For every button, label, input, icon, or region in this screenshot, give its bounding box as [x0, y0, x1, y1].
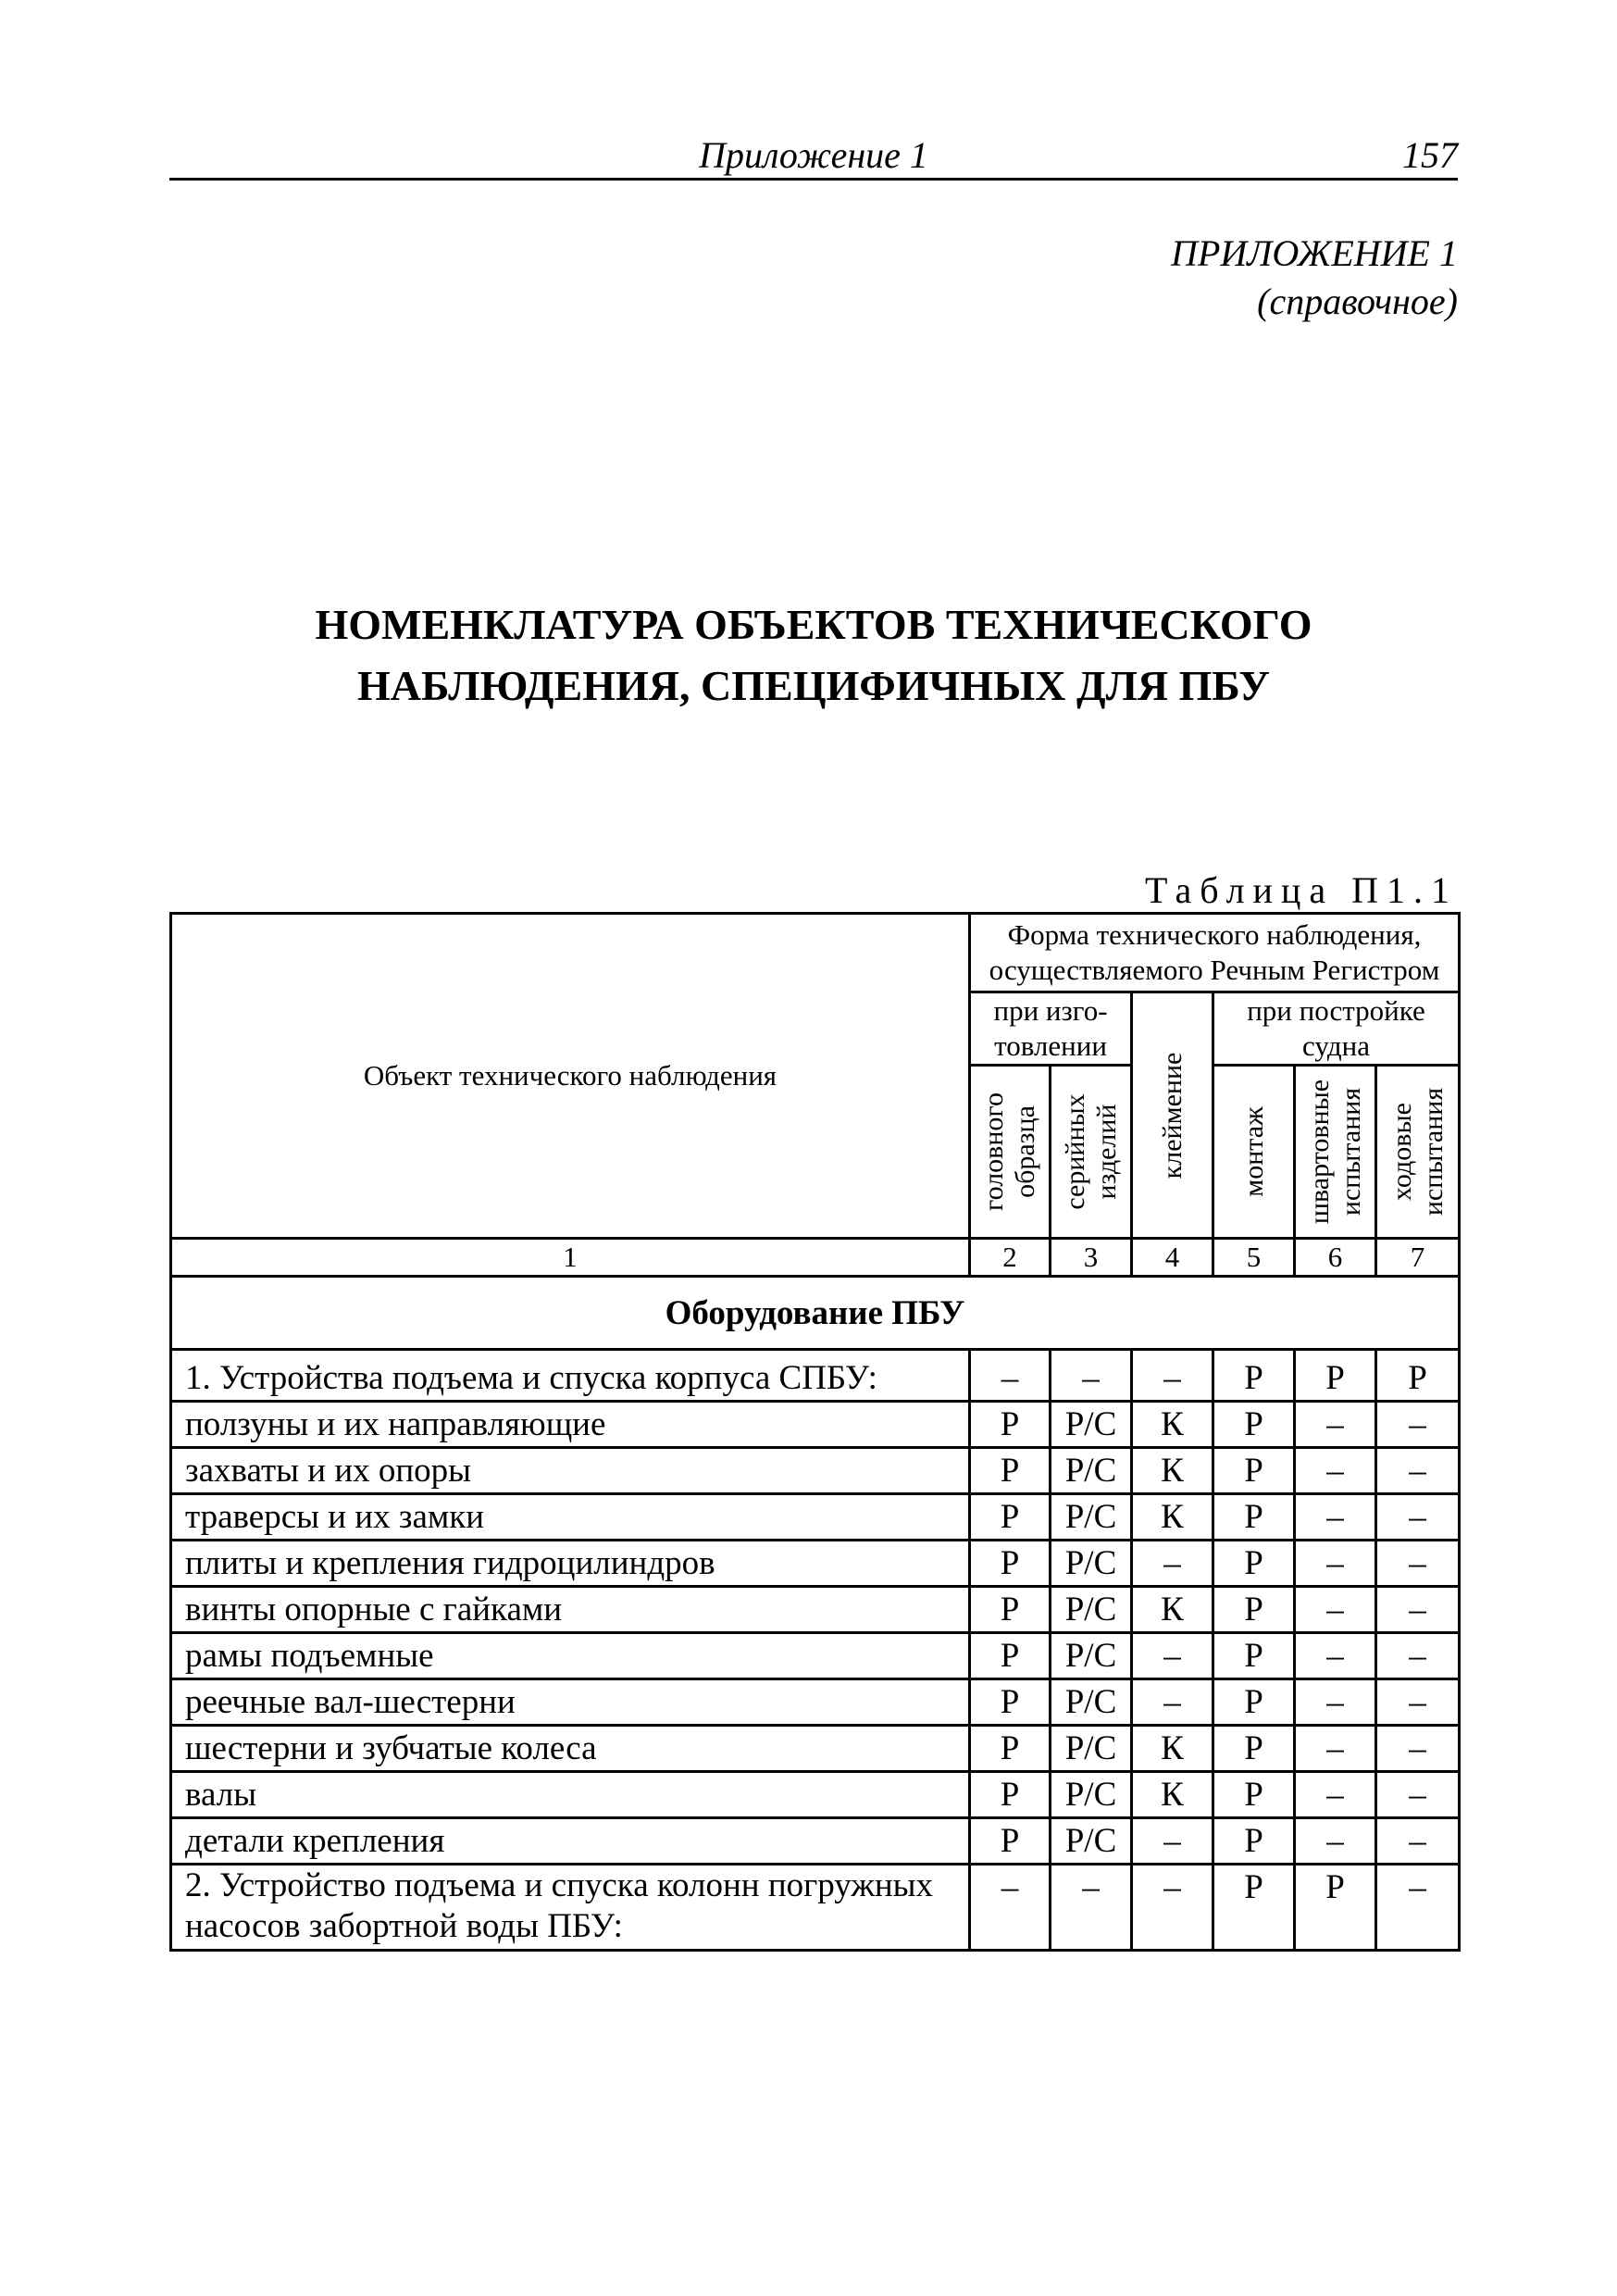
table-row — [171, 1494, 1460, 1541]
row-cell: – — [1051, 1865, 1132, 1951]
document-title-line1: НОМЕНКЛАТУРА ОБЪЕКТОВ ТЕХНИЧЕСКОГО — [315, 601, 1312, 648]
table-row — [171, 1402, 1460, 1448]
row-cell: – — [1132, 1818, 1213, 1865]
row-cell: – — [1376, 1402, 1460, 1448]
row-cell: Р — [1295, 1350, 1376, 1402]
column-number: 3 — [1051, 1239, 1132, 1277]
section-row — [171, 1277, 1460, 1350]
row-cell: – — [1295, 1587, 1376, 1633]
row-cell: – — [1132, 1865, 1213, 1951]
row-cell: – — [1295, 1679, 1376, 1726]
row-object: рамы подъемные — [171, 1633, 970, 1679]
row-cell: – — [1295, 1402, 1376, 1448]
row-cell: Р/С — [1051, 1818, 1132, 1865]
header-col-serial-line1: серийных — [1059, 1093, 1090, 1210]
row-cell: – — [1376, 1679, 1460, 1726]
row-cell: Р — [1213, 1587, 1295, 1633]
header-construction — [1213, 992, 1460, 1066]
row-cell: К — [1132, 1402, 1213, 1448]
row-cell: Р — [1213, 1772, 1295, 1818]
column-number: 7 — [1376, 1239, 1460, 1277]
header-col-installation-label: монтаж — [1238, 1106, 1269, 1197]
row-cell: – — [1295, 1494, 1376, 1541]
row-cell: Р/С — [1051, 1448, 1132, 1494]
table-row — [171, 1865, 1460, 1951]
row-cell: – — [1132, 1633, 1213, 1679]
row-cell: Р/С — [1051, 1633, 1132, 1679]
row-cell: – — [1376, 1865, 1460, 1951]
row-cell: Р — [970, 1587, 1051, 1633]
row-cell: Р — [970, 1772, 1051, 1818]
appendix-note: (справочное) — [1257, 281, 1458, 322]
header-object: Объект технического наблюдения — [171, 914, 970, 1239]
header-col-mooring-line1: швартовные — [1303, 1079, 1335, 1225]
row-cell: – — [1376, 1772, 1460, 1818]
row-cell: К — [1132, 1726, 1213, 1772]
header-construction-line2: судна — [1301, 1029, 1371, 1062]
row-cell: Р/С — [1051, 1494, 1132, 1541]
row-object: реечные вал-шестерни — [171, 1679, 970, 1726]
row-cell: Р — [1295, 1865, 1376, 1951]
row-cell: Р — [1213, 1350, 1295, 1402]
row-cell: Р — [1376, 1350, 1460, 1402]
table-row — [171, 1587, 1460, 1633]
row-cell: Р — [1213, 1541, 1295, 1587]
row-cell: Р — [1213, 1402, 1295, 1448]
row-cell: К — [1132, 1448, 1213, 1494]
row-cell: Р/С — [1051, 1402, 1132, 1448]
table-row — [171, 1772, 1460, 1818]
row-cell: Р — [1213, 1448, 1295, 1494]
row-cell: Р/С — [1051, 1541, 1132, 1587]
header-col-prototype-line1: головного — [978, 1092, 1009, 1211]
row-object: ползуны и их направляющие — [171, 1402, 970, 1448]
header-construction-line1: при постройке — [1247, 994, 1425, 1027]
row-cell: – — [1376, 1818, 1460, 1865]
header-col-mooring-tests — [1295, 1066, 1376, 1239]
table-row — [171, 1726, 1460, 1772]
document-title-line2: НАБЛЮДЕНИЯ, СПЕЦИФИЧНЫХ ДЛЯ ПБУ — [357, 662, 1270, 709]
row-cell: – — [1376, 1541, 1460, 1587]
row-cell: Р — [970, 1679, 1051, 1726]
row-cell: Р — [1213, 1633, 1295, 1679]
column-numbers-row — [171, 1239, 1460, 1277]
column-number: 4 — [1132, 1239, 1213, 1277]
row-cell: К — [1132, 1587, 1213, 1633]
row-object: винты опорные с гайками — [171, 1587, 970, 1633]
header-col-prototype-line2: образца — [1010, 1105, 1040, 1198]
row-object: траверсы и их замки — [171, 1494, 970, 1541]
header-col-serial — [1051, 1066, 1132, 1239]
row-cell: Р/С — [1051, 1726, 1132, 1772]
header-col-mooring-line2: испытания — [1335, 1087, 1366, 1217]
row-cell: Р/С — [1051, 1679, 1132, 1726]
row-cell: – — [970, 1865, 1051, 1951]
row-cell: Р — [1213, 1818, 1295, 1865]
row-cell: Р/С — [1051, 1587, 1132, 1633]
row-cell: – — [1376, 1726, 1460, 1772]
header-stamping — [1132, 992, 1213, 1239]
row-object: плиты и крепления гидроцилиндров — [171, 1541, 970, 1587]
row-cell: К — [1132, 1772, 1213, 1818]
table-row — [171, 1818, 1460, 1865]
column-number: 5 — [1213, 1239, 1295, 1277]
column-number: 6 — [1295, 1239, 1376, 1277]
row-object: 1. Устройства подъема и спуска корпуса СПБУ: — [171, 1350, 970, 1402]
row-cell: Р/С — [1051, 1772, 1132, 1818]
row-cell: Р — [970, 1633, 1051, 1679]
row-cell: Р — [1213, 1494, 1295, 1541]
appendix-label — [1171, 230, 1458, 326]
header-stamping-label: клеймение — [1156, 1052, 1188, 1179]
row-cell: – — [1132, 1350, 1213, 1402]
column-number: 1 — [171, 1239, 970, 1277]
appendix-number: ПРИЛОЖЕНИЕ 1 — [1171, 232, 1458, 274]
document-title — [169, 594, 1458, 717]
header-form-line2: осуществляемого Речным Регистром — [989, 954, 1440, 986]
row-object: 2. Устройство подъема и спуска колонн погружных насосов забортной воды ПБУ: — [171, 1865, 970, 1951]
running-head — [169, 130, 1458, 181]
header-manufacturing — [970, 992, 1132, 1066]
row-cell: Р — [970, 1541, 1051, 1587]
header-col-prototype — [970, 1066, 1051, 1239]
running-title: Приложение 1 — [699, 134, 928, 176]
row-cell: – — [1295, 1818, 1376, 1865]
row-cell: Р — [970, 1494, 1051, 1541]
row-cell: – — [1376, 1587, 1460, 1633]
header-col-sea-trials — [1376, 1066, 1460, 1239]
header-form — [970, 914, 1460, 992]
row-cell: – — [1376, 1633, 1460, 1679]
table-row — [171, 1633, 1460, 1679]
row-cell: Р — [970, 1448, 1051, 1494]
row-cell: Р — [1213, 1726, 1295, 1772]
row-cell: – — [1295, 1448, 1376, 1494]
row-object: захваты и их опоры — [171, 1448, 970, 1494]
table-row — [171, 1350, 1460, 1402]
header-manufacturing-line1: при изго- — [993, 994, 1108, 1027]
row-cell: – — [1132, 1679, 1213, 1726]
header-col-installation — [1213, 1066, 1295, 1239]
row-cell: Р — [1213, 1679, 1295, 1726]
row-cell: – — [1376, 1448, 1460, 1494]
page-number: 157 — [1402, 134, 1458, 176]
row-cell: – — [1295, 1726, 1376, 1772]
row-object: шестерни и зубчатые колеса — [171, 1726, 970, 1772]
header-manufacturing-line2: товлении — [994, 1029, 1107, 1062]
row-cell: Р — [1213, 1865, 1295, 1951]
table-row — [171, 1448, 1460, 1494]
row-cell: К — [1132, 1494, 1213, 1541]
column-number: 2 — [970, 1239, 1051, 1277]
header-col-serial-line2: изделий — [1090, 1104, 1122, 1200]
row-cell: – — [1051, 1350, 1132, 1402]
row-cell: Р — [970, 1726, 1051, 1772]
row-cell: – — [1132, 1541, 1213, 1587]
row-object: валы — [171, 1772, 970, 1818]
row-cell: Р — [970, 1402, 1051, 1448]
row-object: детали крепления — [171, 1818, 970, 1865]
table-row — [171, 1541, 1460, 1587]
row-cell: – — [970, 1350, 1051, 1402]
row-cell: – — [1295, 1772, 1376, 1818]
row-cell: – — [1376, 1494, 1460, 1541]
table-row — [171, 1679, 1460, 1726]
row-cell: – — [1295, 1541, 1376, 1587]
header-col-sea-line2: испытания — [1417, 1087, 1449, 1217]
row-cell: Р — [970, 1818, 1051, 1865]
header-col-sea-line1: ходовые — [1386, 1103, 1417, 1201]
table-caption: Таблица П1.1 — [1145, 869, 1458, 911]
row-cell: – — [1295, 1633, 1376, 1679]
section-title: Оборудование ПБУ — [171, 1277, 1460, 1350]
header-form-line1: Форма технического наблюдения, — [1007, 918, 1422, 951]
nomenclature-table — [169, 912, 1461, 1952]
